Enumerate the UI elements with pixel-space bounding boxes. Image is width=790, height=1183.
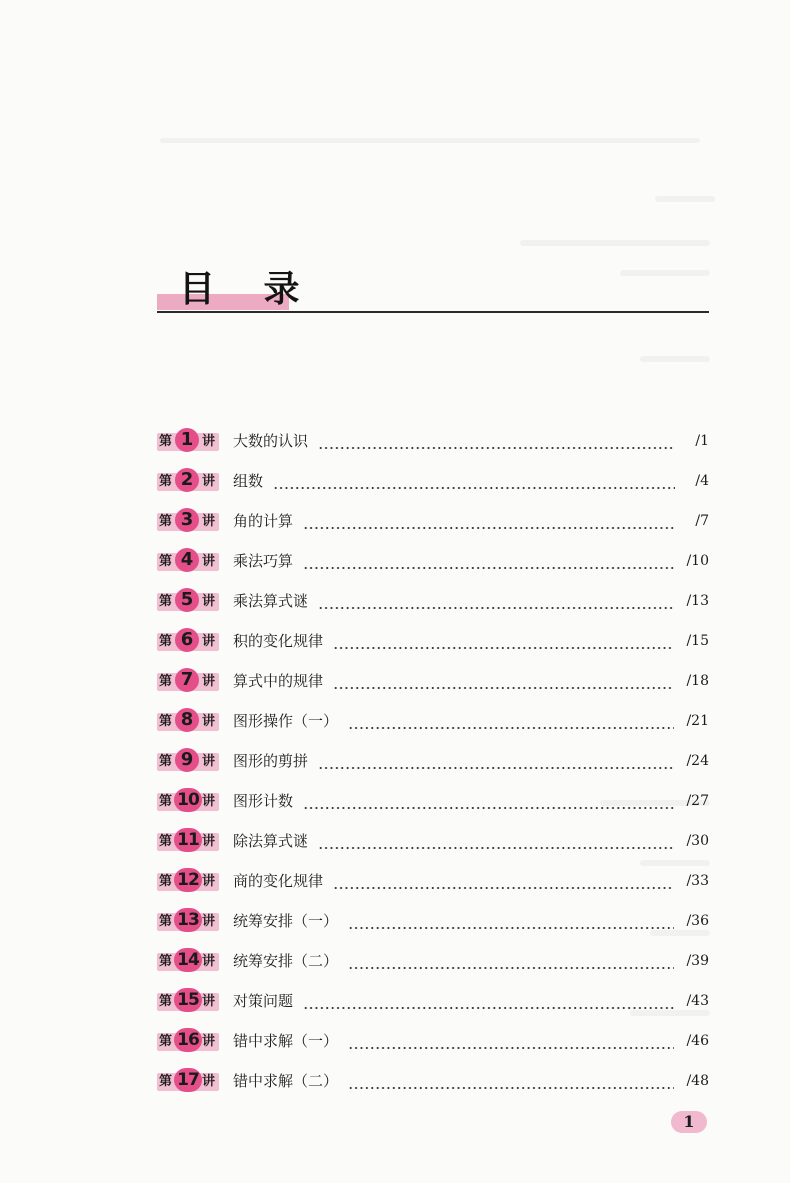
lecture-badge [157,868,219,894]
entry-page-number: /24 [686,753,709,769]
lecture-suffix: 讲 [202,594,216,609]
lecture-number: 4 [180,549,194,570]
dot-leader [348,911,674,931]
entry-title: 商的变化规律 [233,872,324,890]
lecture-suffix: 讲 [202,714,216,729]
toc-entry[interactable] [157,501,709,541]
lecture-prefix: 第 [159,914,173,929]
toc-entry[interactable] [157,461,709,501]
lecture-number: 16 [177,1030,199,1050]
lecture-prefix: 第 [159,474,173,489]
lecture-badge [157,828,219,854]
lecture-number: 2 [180,469,194,490]
lecture-suffix: 讲 [202,794,216,809]
dot-leader [348,711,674,731]
dot-leader [303,551,674,571]
toc-list [157,421,709,1101]
lecture-prefix: 第 [159,714,173,729]
lecture-prefix: 第 [159,794,173,809]
entry-page-number: /43 [686,993,709,1009]
dot-leader [303,511,675,531]
lecture-prefix: 第 [159,754,173,769]
lecture-number: 15 [177,990,199,1010]
dot-leader [273,471,675,491]
lecture-badge [157,668,219,694]
toc-entry[interactable] [157,781,709,821]
lecture-number: 14 [177,950,199,970]
entry-page-number: /39 [686,953,709,969]
entry-page-number: /46 [686,1033,709,1049]
dot-leader [348,1071,674,1091]
lecture-prefix: 第 [159,1074,173,1089]
lecture-suffix: 讲 [202,1074,216,1089]
lecture-badge [157,508,219,534]
lecture-prefix: 第 [159,674,173,689]
lecture-suffix: 讲 [202,834,216,849]
page-title: 目 录 [179,269,318,310]
toc-entry[interactable] [157,941,709,981]
entry-page-number: /15 [686,633,709,649]
dot-leader [318,591,674,611]
toc-entry[interactable] [157,981,709,1021]
toc-entry[interactable] [157,701,709,741]
lecture-badge [157,788,219,814]
toc-entry[interactable] [157,901,709,941]
lecture-number: 3 [180,509,194,530]
dot-leader [333,871,674,891]
lecture-badge [157,628,219,654]
entry-page-number: /1 [695,433,709,449]
toc-entry[interactable] [157,1061,709,1101]
entry-title: 除法算式谜 [233,832,309,850]
dot-leader [318,431,675,451]
toc-entry[interactable] [157,421,709,461]
show-through-mark [520,240,710,246]
lecture-suffix: 讲 [202,994,216,1009]
lecture-number: 13 [177,910,199,930]
dot-leader [333,671,674,691]
entry-title: 组数 [233,472,264,490]
lecture-suffix: 讲 [202,674,216,689]
lecture-badge [157,468,219,494]
toc-entry[interactable] [157,581,709,621]
lecture-number: 8 [180,709,194,730]
entry-title: 图形计数 [233,792,294,810]
entry-page-number: /4 [695,473,709,489]
lecture-badge [157,748,219,774]
lecture-prefix: 第 [159,634,173,649]
lecture-number: 12 [177,870,199,890]
lecture-suffix: 讲 [202,874,216,889]
dot-leader [303,791,674,811]
lecture-prefix: 第 [159,1034,173,1049]
lecture-badge [157,588,219,614]
dot-leader [318,831,674,851]
lecture-suffix: 讲 [202,514,216,529]
entry-page-number: /36 [686,913,709,929]
lecture-suffix: 讲 [202,474,216,489]
entry-title: 对策问题 [233,992,294,1010]
lecture-badge [157,1028,219,1054]
lecture-suffix: 讲 [202,634,216,649]
toc-entry[interactable] [157,541,709,581]
show-through-mark [160,138,700,143]
toc-entry[interactable] [157,621,709,661]
lecture-badge [157,948,219,974]
dot-leader [348,951,674,971]
lecture-prefix: 第 [159,874,173,889]
entry-page-number: /10 [686,553,709,569]
lecture-prefix: 第 [159,514,173,529]
toc-entry[interactable] [157,1021,709,1061]
lecture-suffix: 讲 [202,914,216,929]
entry-title: 算式中的规律 [233,672,324,690]
entry-title: 角的计算 [233,512,294,530]
lecture-number: 10 [177,790,199,810]
lecture-suffix: 讲 [202,954,216,969]
lecture-number: 9 [180,749,194,770]
lecture-suffix: 讲 [202,554,216,569]
lecture-number: 5 [180,589,194,610]
entry-title: 乘法算式谜 [233,592,309,610]
entry-title: 积的变化规律 [233,632,324,650]
entry-title: 乘法巧算 [233,552,294,570]
entry-title: 统筹安排（一） [233,912,339,930]
lecture-number: 1 [180,429,194,450]
lecture-suffix: 讲 [202,434,216,449]
lecture-prefix: 第 [159,434,173,449]
entry-title: 图形的剪拼 [233,752,309,770]
entry-title: 统筹安排（二） [233,952,339,970]
lecture-number: 17 [177,1070,199,1090]
toc-entry[interactable] [157,861,709,901]
entry-page-number: /21 [686,713,709,729]
lecture-prefix: 第 [159,954,173,969]
lecture-suffix: 讲 [202,1034,216,1049]
page-number-badge: 1 [671,1111,707,1133]
dot-leader [333,631,674,651]
entry-page-number: /33 [686,873,709,889]
lecture-badge [157,428,219,454]
lecture-prefix: 第 [159,554,173,569]
lecture-suffix: 讲 [202,754,216,769]
title-underline [157,311,709,313]
lecture-number: 11 [177,830,199,850]
toc-heading [157,268,709,314]
lecture-badge [157,988,219,1014]
lecture-prefix: 第 [159,994,173,1009]
entry-page-number: /18 [686,673,709,689]
lecture-prefix: 第 [159,834,173,849]
entry-page-number: /48 [686,1073,709,1089]
lecture-number: 7 [180,669,194,690]
entry-page-number: /27 [686,793,709,809]
entry-title: 大数的认识 [233,432,309,450]
dot-leader [348,1031,674,1051]
entry-page-number: /30 [686,833,709,849]
entry-title: 错中求解（二） [233,1072,339,1090]
lecture-prefix: 第 [159,594,173,609]
entry-page-number: /13 [686,593,709,609]
show-through-mark [640,356,710,362]
lecture-badge [157,548,219,574]
toc-entry[interactable] [157,661,709,701]
lecture-badge [157,708,219,734]
lecture-badge [157,908,219,934]
lecture-number: 6 [180,629,194,650]
lecture-badge [157,1068,219,1094]
entry-page-number: /7 [695,513,709,529]
dot-leader [303,991,674,1011]
toc-entry[interactable] [157,821,709,861]
toc-entry[interactable] [157,741,709,781]
show-through-mark [655,196,715,202]
dot-leader [318,751,674,771]
entry-title: 错中求解（一） [233,1032,339,1050]
entry-title: 图形操作（一） [233,712,339,730]
